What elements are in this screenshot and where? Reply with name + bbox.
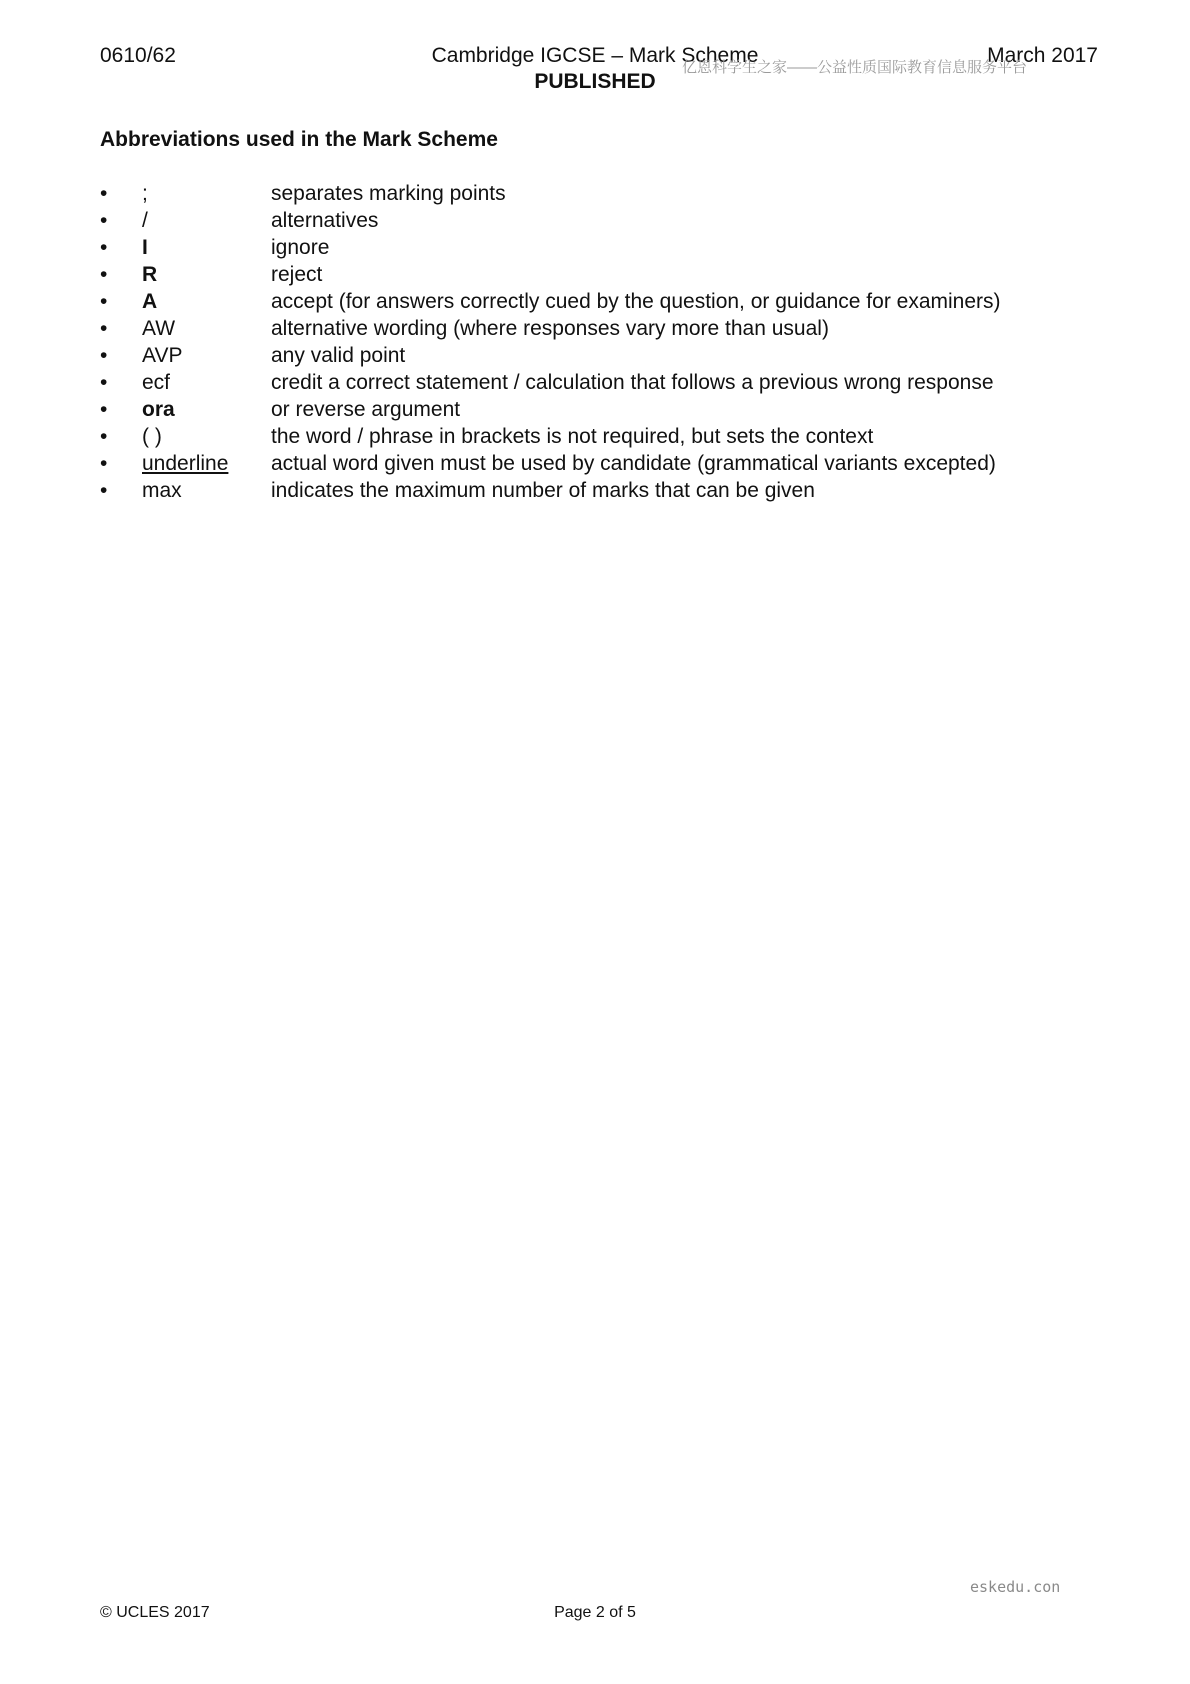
abbreviation-description: indicates the maximum number of marks that can be given (271, 479, 815, 502)
abbreviation-term: ecf (142, 371, 171, 394)
abbreviation-term: ; (142, 182, 148, 205)
abbreviations-heading: Abbreviations used in the Mark Scheme (100, 128, 498, 151)
bullet-icon: • (100, 236, 108, 259)
abbreviation-description: separates marking points (271, 182, 506, 205)
bullet-icon: • (100, 344, 108, 367)
abbreviation-description: ignore (271, 236, 330, 259)
published-label: PUBLISHED (534, 70, 656, 93)
bullet-icon: • (100, 263, 108, 286)
bullet-icon: • (100, 209, 108, 232)
copyright-notice: © UCLES 2017 (100, 1604, 210, 1621)
abbreviation-term: ( ) (142, 425, 162, 448)
abbreviation-description: credit a correct statement / calculation that follows a previous wrong response (271, 371, 994, 394)
abbreviation-term: underline (142, 452, 229, 475)
abbreviation-term: R (142, 263, 158, 286)
paper-code: 0610/62 (100, 44, 176, 67)
bullet-icon: • (100, 371, 108, 394)
abbreviation-term: AVP (142, 344, 183, 367)
abbreviation-term: max (142, 479, 182, 502)
abbreviation-term: I (142, 236, 148, 259)
abbreviation-description: alternative wording (where responses vary more than usual) (271, 317, 829, 340)
exam-date: March 2017 (987, 44, 1098, 67)
abbreviation-description: alternatives (271, 209, 379, 232)
abbreviation-term: / (142, 209, 148, 232)
bullet-icon: • (100, 452, 108, 475)
abbreviation-description: the word / phrase in brackets is not required, but sets the context (271, 425, 874, 448)
abbreviation-term: A (142, 290, 158, 313)
abbreviation-description: accept (for answers correctly cued by the question, or guidance for examiners) (271, 290, 1001, 313)
footer-watermark: eskedu.con (970, 1578, 1061, 1596)
abbreviation-description: or reverse argument (271, 398, 461, 421)
page-number: Page 2 of 5 (554, 1604, 636, 1621)
bullet-icon: • (100, 479, 108, 502)
bullet-icon: • (100, 182, 108, 205)
abbreviation-description: reject (271, 263, 323, 286)
bullet-icon: • (100, 425, 108, 448)
bullet-icon: • (100, 290, 108, 313)
abbreviation-term: ora (142, 398, 175, 421)
document-title: Cambridge IGCSE – Mark Scheme (431, 44, 759, 67)
bullet-icon: • (100, 398, 108, 421)
abbreviation-description: actual word given must be used by candidate (grammatical variants excepted) (271, 452, 996, 475)
bullet-icon: • (100, 317, 108, 340)
abbreviation-term: AW (142, 317, 176, 340)
abbreviation-description: any valid point (271, 344, 406, 367)
header-watermark: 亿恩科学生之家——公益性质国际教育信息服务平台 (682, 59, 1028, 76)
